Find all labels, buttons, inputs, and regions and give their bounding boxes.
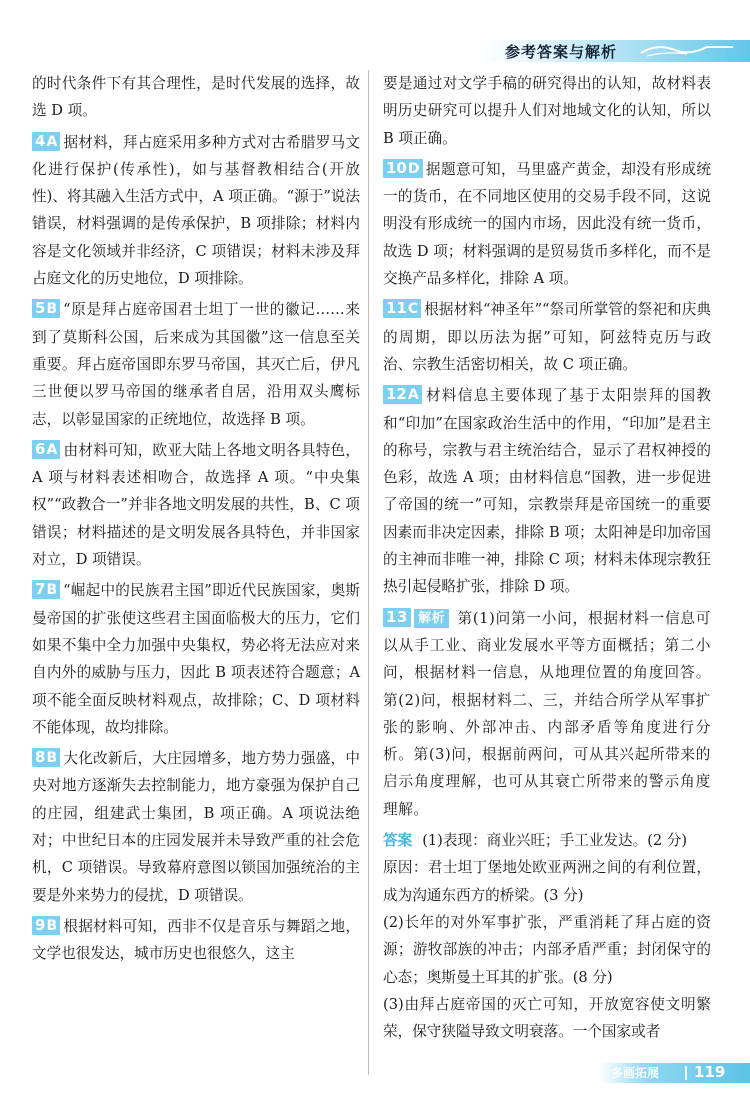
page-title: 参考答案与解析	[505, 43, 618, 61]
answer-text: “崛起中的民族君主国”即近代民族国家，奥斯曼帝国的扩张使这些君主国面临极大的压力，它们如果不集中全力加强中央集权，势必将无法应对来自内外的威胁与压力，因此 B 项表述符合题意；A 项不能全面反映材料观点，故排除；C、D 项材料不能体现，故均排除。	[32, 582, 360, 736]
question-badge: 4A	[32, 132, 60, 151]
continued-text: 的时代条件下有其合理性，是时代发展的选择，故选 D 项。	[32, 75, 360, 120]
question-badge: 8B	[32, 748, 60, 767]
question-badge: 7B	[32, 580, 60, 599]
left-column	[32, 70, 360, 968]
answer-item-9	[32, 913, 360, 968]
footer-label: 多画拓展	[611, 1066, 660, 1080]
answer-item-8	[32, 745, 360, 909]
answer-text: 大化改新后，大庄园增多，地方势力强盛，中央对地方逐渐失去控制能力，地方豪强为保护自己的庄园，组建武士集团，B 项正确。A 项说法绝对；中世纪日本的庄园发展并未导致严重的社会危机，C 项错误。导致幕府意图以锁国加强统治的主要是外来势力的侵扰，D 项错误。	[32, 750, 360, 904]
page-number: 119	[694, 1063, 726, 1081]
answer-text: 材料信息主要体现了基于太阳崇拜的国教和“印加”在国家政治生活中的作用，“印加”是君主的称号，宗教与君主统治结合，显示了君权神授的色彩，故选 A 项；由材料信息“国教，进一步促进了帝国的统一”可知，宗教崇拜是帝国统一的重要因素而非决定因素，排除 B 项；太阳神是印加帝国的主神而非唯一神，排除 C 项；材料未体现宗教狂热引起侵略扩张，排除 D 项。	[383, 387, 711, 596]
answer-item-12	[383, 382, 711, 600]
answer-item-11	[383, 296, 711, 378]
header-decoration-icon	[637, 41, 737, 61]
answer-item-13-answer	[383, 827, 711, 854]
answer-line: (2)长年的对外军事扩张，严重消耗了拜占庭的资源；游牧部族的冲击；内部矛盾严重；封闭保守的心态；奥斯曼土耳其的扩张。(8 分)	[383, 913, 711, 986]
question-badge: 9B	[32, 916, 60, 935]
continued-text: 要是通过对文学手稿的研究得出的认知，故材料表明历史研究可以提升人们对地域文化的认知，所以 B 项正确。	[383, 75, 711, 147]
answer-item-5	[32, 296, 360, 432]
answer-line: 原因：君士坦丁堡地处欧亚两洲之间的有利位置，成为沟通东西方的桥梁。(3 分)	[383, 859, 711, 904]
question-badge: 10D	[383, 159, 423, 178]
answer-text: 根据材料可知，西非不仅是音乐与舞蹈之地，文学也很发达，城市历史也很悠久，这主	[32, 917, 360, 963]
question-badge: 6A	[32, 440, 60, 459]
question-badge: 11C	[383, 299, 421, 318]
answer-item-4	[32, 129, 360, 293]
answer-item-7	[32, 577, 360, 741]
answer-item-13-analysis	[383, 605, 711, 823]
analysis-label: 解析	[414, 609, 449, 628]
question-badge: 12A	[383, 385, 422, 404]
answer-text: “原是拜占庭帝国君士坦丁一世的徽记……来到了莫斯科公国，后来成为其国徽”这一信息至关重要。拜占庭帝国即东罗马帝国，其灭亡后，伊凡三世便以罗马帝国的继承者自居，沿用双头鹰标志，以彰显国家的正统地位，故选择 B 项。	[32, 301, 360, 428]
right-column	[383, 70, 711, 1045]
answer-text: 根据材料“神圣年”“祭司所掌管的祭祀和庆典的周期，即以历法为据”可知，阿兹特克历与政治、宗教生活密切相关，故 C 项正确。	[383, 301, 711, 373]
answer-item-10	[383, 156, 711, 292]
answer-line: (1)表现：商业兴旺；手工业发达。(2 分)	[422, 832, 688, 850]
analysis-text: 第(1)问第一小问，根据材料一信息可以从手工业、商业发展水平等方面概括；第二小问，根据材料一信息，从地理位置的角度回答。第(2)问，根据材料二、三，并结合所学从军事扩张的影响、外部冲击、内部矛盾等角度进行分析。第(3)问，根据前两问，可从其兴起所带来的启示角度理解，也可从其衰亡所带来的警示角度理解。	[383, 609, 711, 818]
column-divider	[368, 70, 369, 1075]
footer-separator	[685, 1066, 687, 1080]
answer-text: 据题意可知，马里盛产黄金，却没有形成统一的货币，在不同地区使用的交易手段不同，这说明没有形成统一的国内市场，因此没有统一货币，故选 D 项；材料强调的是贸易货币多样化，而不是交换产品多样化，排除 A 项。	[383, 160, 711, 288]
answer-text: 由材料可知，欧亚大陆上各地文明各具特色，A 项与材料表述相吻合，故选择 A 项。“中央集权”“政教合一”并非各地文明发展的共性，B、C 项错误；材料描述的是文明发展各具特色，并非国家对立，D 项错误。	[32, 441, 360, 569]
question-badge: 13	[383, 608, 411, 627]
answer-line: (3)由拜占庭帝国的灭亡可知，开放宽容使文明繁荣，保守狭隘导致文明衰落。一个国家或者	[383, 995, 711, 1041]
answer-item-6	[32, 437, 360, 573]
question-badge: 5B	[32, 299, 60, 318]
answer-label: 答案	[383, 832, 413, 850]
answer-text: 据材料，拜占庭采用多种方式对古希腊罗马文化进行保护(传承性)，如与基督教相结合(开放性)、将其融入生活方式中，A 项正确。“源于”说法错误，材料强调的是传承保护，B 项排除；材料内容是文化领域并非经济，C 项错误；材料未涉及拜占庭文化的历史地位，D 项排除。	[32, 133, 360, 288]
